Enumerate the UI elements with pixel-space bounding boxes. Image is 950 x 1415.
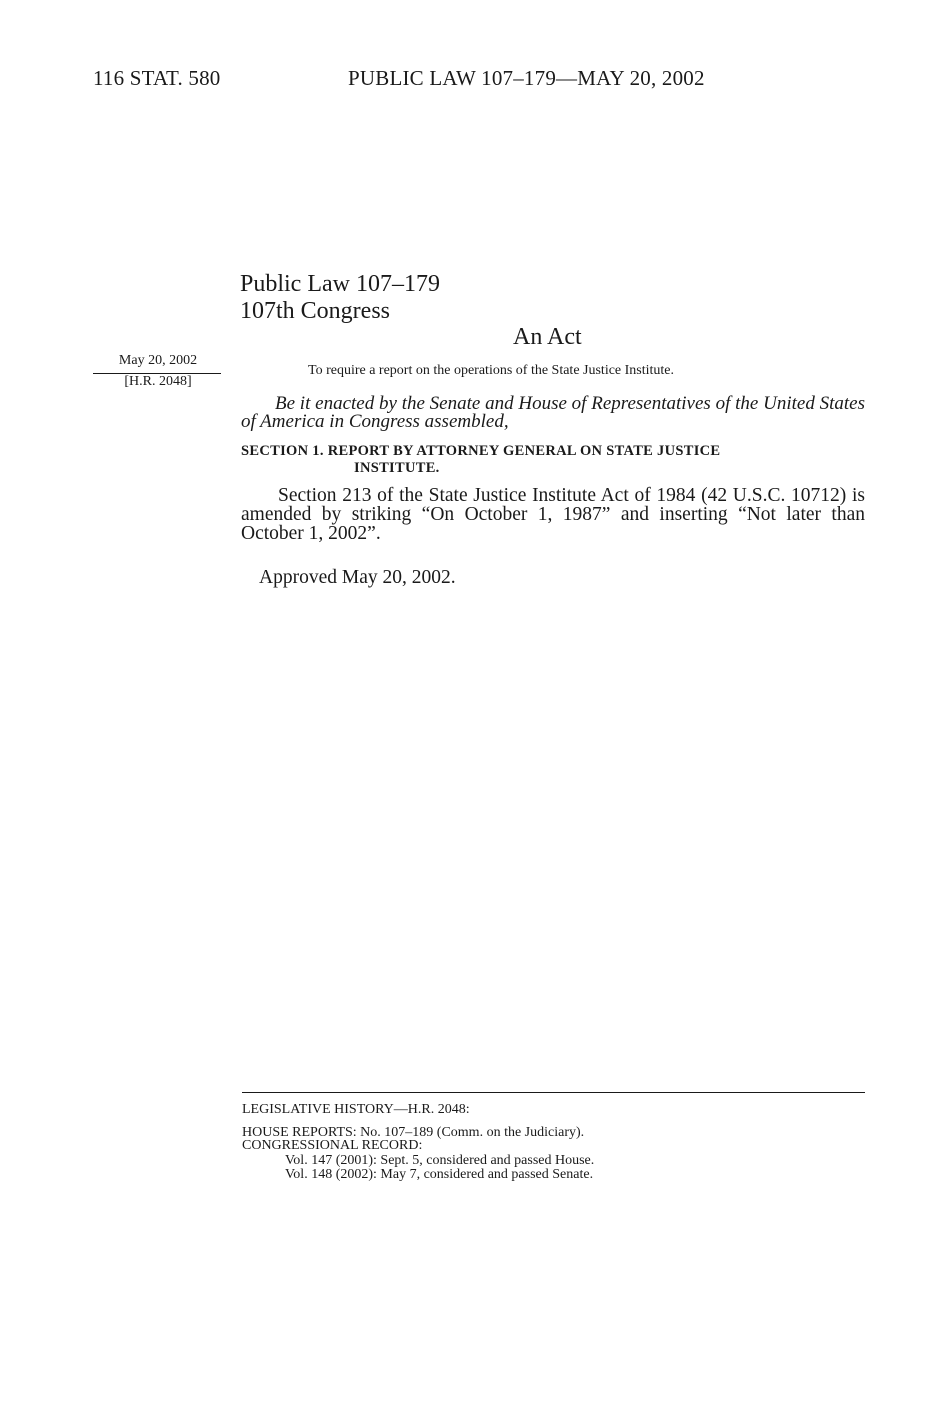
- section-body: Section 213 of the State Justice Institute Act of 1984 (42 U.S.C. 10712) is amended by striking “On October 1, 1987” and inserting “Not later than October 1, 2002”.: [241, 485, 865, 544]
- congress-label: 107th Congress: [240, 298, 390, 324]
- act-heading: An Act: [513, 324, 582, 350]
- approval-date: Approved May 20, 2002.: [259, 567, 456, 588]
- record-entry: Vol. 147 (2001): Sept. 5, considered and passed House.: [285, 1153, 595, 1168]
- record-entry: Vol. 148 (2002): May 7, considered and passed Senate.: [285, 1167, 594, 1182]
- section-heading-line1: SECTION 1. REPORT BY ATTORNEY GENERAL ON STATE JUSTICE: [241, 443, 721, 459]
- running-title: PUBLIC LAW 107–179—MAY 20, 2002: [348, 66, 705, 90]
- house-reports: HOUSE REPORTS: No. 107–189 (Comm. on the Judiciary).: [242, 1125, 585, 1140]
- section-heading: [241, 443, 865, 477]
- section-heading-line2: INSTITUTE.: [354, 460, 440, 476]
- margin-bill-number: [H.R. 2048]: [124, 374, 192, 389]
- public-law-number: Public Law 107–179: [240, 271, 440, 297]
- legislative-history-heading: LEGISLATIVE HISTORY—H.R. 2048:: [242, 1102, 470, 1117]
- margin-date: May 20, 2002: [118, 353, 198, 368]
- congressional-record-heading: CONGRESSIONAL RECORD:: [242, 1138, 423, 1153]
- history-divider: [242, 1092, 865, 1093]
- act-purpose: To require a report on the operations of the State Justice Institute.: [308, 363, 675, 378]
- enacting-clause: Be it enacted by the Senate and House of Representatives of the United States of America in Congress assembled,: [241, 393, 865, 432]
- stat-page-number: 116 STAT. 580: [93, 66, 221, 90]
